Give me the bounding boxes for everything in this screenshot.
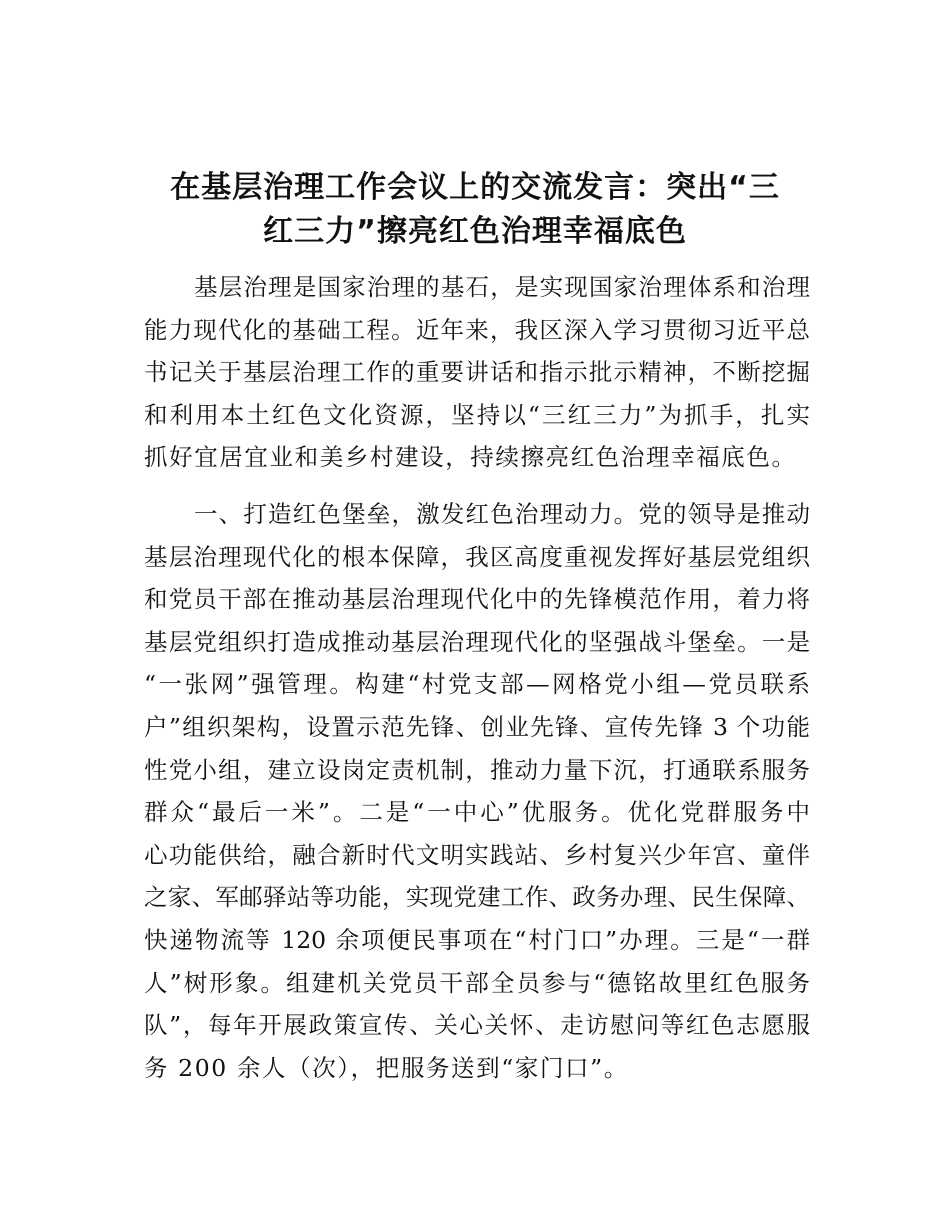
title-line: 在基层治理工作会议上的交流发言：突出“三: [170, 170, 780, 205]
text-line: 抓好宜居宜业和美乡村建设，持续擦亮红色治理幸福底色。: [144, 443, 797, 472]
text-line: 队”，每年开展政策宣传、关心关怀、走访慰问等红色志愿服: [144, 1011, 810, 1040]
text-line: 基层治理是国家治理的基石，是实现国家治理体系和治理: [194, 273, 810, 301]
text-line: 性党小组，建立设岗定责机制，推动力量下沉，打通联系服务: [144, 755, 810, 784]
title-line: 红三力”擦亮红色治理幸福底色: [263, 214, 687, 249]
text-line: 能力现代化的基础工程。近年来，我区深入学习贯彻习近平总: [144, 315, 810, 344]
text-line: 书记关于基层治理工作的重要讲话和指示批示精神，不断挖掘: [144, 358, 810, 387]
text-line: 基层治理现代化的根本保障，我区高度重视发挥好基层党组织: [144, 542, 810, 571]
text-line: 群众“最后一米”。二是“一中心”优服务。优化党群服务中: [144, 798, 810, 827]
text-line: 户”组织架构，设置示范先锋、创业先锋、宣传先锋 3 个功能: [144, 712, 810, 741]
text-line: 快递物流等 120 余项便民事项在“村门口”办理。三是“一群: [144, 925, 810, 954]
text-line: 务 200 余人（次），把服务送到“家门口”。: [144, 1053, 629, 1082]
text-line: 一、打造红色堡垒，激发红色治理动力。党的领导是推动: [194, 500, 810, 528]
text-line: 和党员干部在推动基层治理现代化中的先锋模范作用，着力将: [144, 585, 810, 614]
text-line: 基层党组织打造成推动基层治理现代化的坚强战斗堡垒。一是: [144, 627, 810, 656]
text-line: 之家、军邮驿站等功能，实现党建工作、政务办理、民生保障、: [144, 883, 810, 912]
text-line: 和利用本土红色文化资源，坚持以“三红三力”为抓手，扎实: [144, 400, 810, 429]
paragraph-intro: [144, 266, 810, 479]
text-line: 人”树形象。组建机关党员干部全员参与“德铭故里红色服务: [144, 968, 810, 997]
paragraph-section-1: [144, 493, 810, 1089]
document-title: [140, 166, 810, 254]
text-line: 心功能供给，融合新时代文明实践站、乡村复兴少年宫、童伴: [144, 840, 810, 869]
text-line: “一张网”强管理。构建“村党支部—网格党小组—党员联系: [144, 670, 810, 699]
